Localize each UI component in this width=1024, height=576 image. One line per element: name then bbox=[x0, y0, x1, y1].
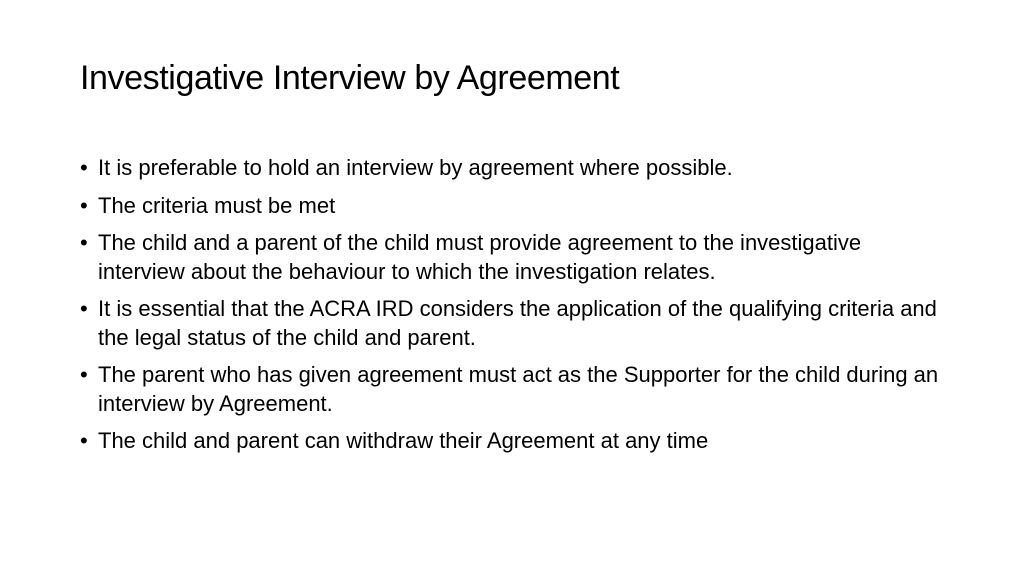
bullet-icon: • bbox=[80, 296, 88, 321]
bullet-text: The child and parent can withdraw their Agreement at any time bbox=[98, 428, 709, 453]
bullet-text: The criteria must be met bbox=[98, 192, 336, 218]
bullet-item bbox=[80, 229, 950, 286]
bullet-item bbox=[80, 192, 950, 221]
bullet-icon: • bbox=[80, 362, 88, 387]
bullet-icon: • bbox=[80, 428, 88, 453]
bullet-text: It is preferable to hold an interview by agreement where possible. bbox=[98, 155, 733, 180]
bullet-text: The child and a parent of the child must provide agreement to the investigative interview about the behaviour to which the investigation relates. bbox=[98, 230, 862, 284]
bullet-icon: • bbox=[80, 155, 88, 180]
bullet-list bbox=[80, 154, 950, 465]
bullet-icon: • bbox=[80, 230, 88, 255]
bullet-item bbox=[80, 427, 950, 456]
slide-title: Investigative Interview by Agreement bbox=[80, 59, 620, 97]
bullet-text: It is essential that the ACRA IRD considers the application of the qualifying criteria and the legal status of the child and parent. bbox=[98, 296, 937, 350]
bullet-item bbox=[80, 295, 950, 352]
bullet-item bbox=[80, 154, 950, 183]
bullet-text: The parent who has given agreement must act as the Supporter for the child during an interview by Agreement. bbox=[98, 362, 939, 416]
bullet-icon: • bbox=[80, 192, 88, 218]
bullet-item bbox=[80, 361, 950, 418]
